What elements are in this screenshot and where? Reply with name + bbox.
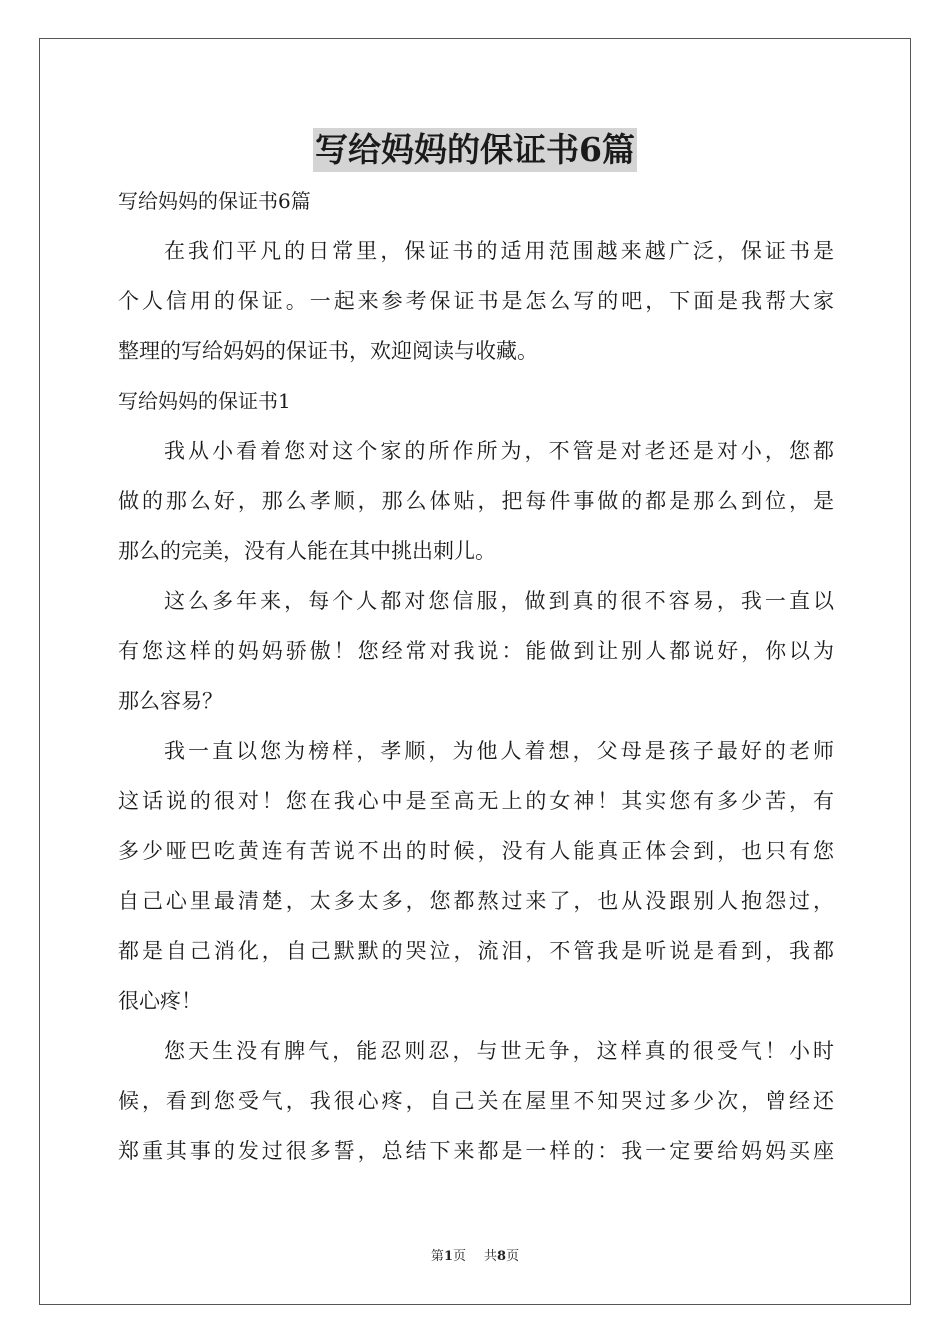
body-line-8: 这么多年来，每个人都对您信服，做到真的很不容易，我一直以 — [164, 589, 834, 613]
page-suffix: 页 — [452, 1249, 466, 1264]
body-line-11: 我一直以您为榜样，孝顺，为他人着想，父母是孩子最好的老师 — [164, 739, 834, 763]
page-prefix: 第 — [430, 1249, 444, 1264]
body-line-13: 多少哑巴吃黄连有苦说不出的时候，没有人能真正体会到，也只有您 — [118, 839, 834, 863]
total-prefix: 共 — [484, 1249, 498, 1264]
body-line-3: 整理的写给妈妈的保证书，欢迎阅读与收藏。 — [118, 339, 538, 363]
body-line-18: 候，看到您受气，我很心疼，自己关在屋里不知哭过多少次，曾经还 — [118, 1089, 834, 1113]
total-suffix: 页 — [506, 1249, 520, 1264]
document-body — [118, 176, 834, 1176]
body-line-12: 这话说的很对！您在我心中是至高无上的女神！其实您有多少苦，有 — [118, 789, 834, 813]
body-line-16: 很心疼！ — [118, 989, 202, 1013]
body-line-17: 您天生没有脾气，能忍则忍，与世无争，这样真的很受气！小时 — [164, 1039, 834, 1063]
body-line-2: 个人信用的保证。一起来参考保证书是怎么写的吧，下面是我帮大家 — [118, 289, 834, 313]
body-line-10: 那么容易？ — [118, 689, 223, 713]
body-line-15: 都是自己消化，自己默默的哭泣，流泪，不管我是听说是看到，我都 — [118, 939, 834, 963]
body-line-7: 那么的完美，没有人能在其中挑出刺儿。 — [118, 539, 496, 563]
body-line-19: 郑重其事的发过很多誓，总结下来都是一样的：我一定要给妈妈买座 — [118, 1139, 834, 1163]
body-line-5: 我从小看着您对这个家的所作所为，不管是对老还是对小，您都 — [164, 439, 834, 463]
document-title: 写给妈妈的保证书6篇 — [313, 128, 637, 172]
body-line-14: 自己心里最清楚，太多太多，您都熬过来了，也从没跟别人抱怨过， — [118, 889, 834, 913]
body-line-6: 做的那么好，那么孝顺，那么体贴，把每件事做的都是那么到位，是 — [118, 489, 834, 513]
body-line-0: 写给妈妈的保证书6篇 — [118, 189, 311, 213]
body-line-4: 写给妈妈的保证书1 — [118, 389, 291, 413]
body-line-9: 有您这样的妈妈骄傲！您经常对我说：能做到让别人都说好，你以为 — [118, 639, 834, 663]
body-line-1: 在我们平凡的日常里，保证书的适用范围越来越广泛，保证书是 — [164, 239, 834, 263]
total-pages: 8 — [497, 1249, 507, 1264]
title-container — [0, 128, 950, 172]
page-number: 1 — [443, 1249, 453, 1264]
page-footer — [0, 1245, 950, 1264]
